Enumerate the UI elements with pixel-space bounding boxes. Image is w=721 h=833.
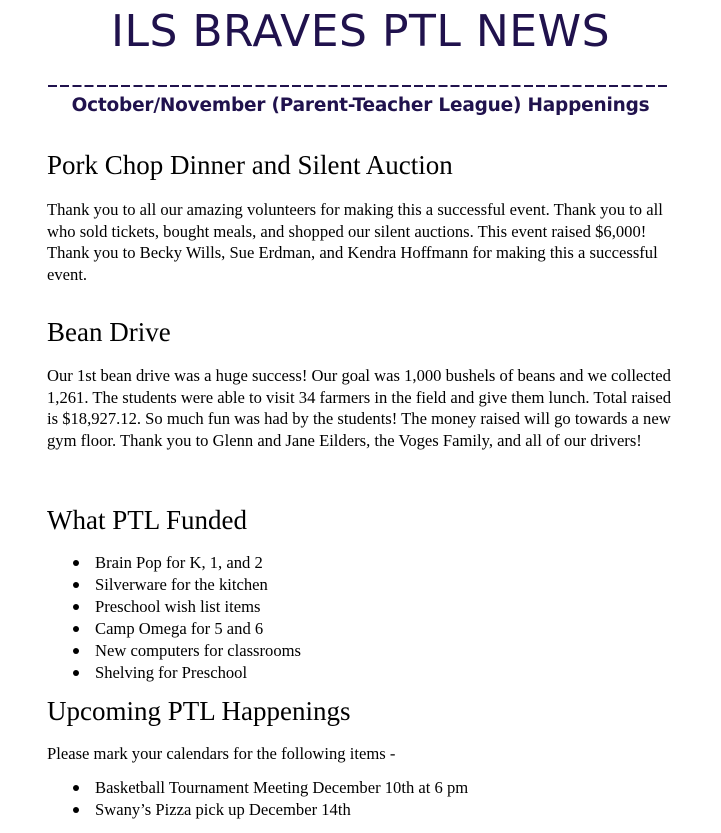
upcoming-items-list — [47, 777, 468, 821]
bullet-icon — [73, 648, 79, 654]
section-body-upcoming: Please mark your calendars for the following items - — [47, 744, 396, 763]
section-heading-pork-chop-dinner: Pork Chop Dinner and Silent Auction — [47, 150, 453, 180]
section-body-pork-chop-dinner: Thank you to all our amazing volunteers for making this a successful event. Thank you to all who sold tickets, bought meals, and shopped our silent auctions. This event raised $6,000! Thank you to Becky Wills, Sue Erdman, and Kendra Hoffmann for making this a successful event. — [47, 200, 663, 285]
bullet-icon — [73, 807, 79, 813]
section-heading-upcoming-ptl-happenings: Upcoming PTL Happenings — [47, 696, 351, 726]
bullet-icon — [73, 670, 79, 676]
list-item: Brain Pop for K, 1, and 2 — [47, 552, 301, 574]
section-heading-what-ptl-funded: What PTL Funded — [47, 505, 247, 535]
bullet-icon — [73, 604, 79, 610]
bullet-icon — [73, 582, 79, 588]
list-item: New computers for classrooms — [47, 640, 301, 662]
list-item: Silverware for the kitchen — [47, 574, 301, 596]
newsletter-subtitle: October/November (Parent-Teacher League) Happenings — [71, 95, 650, 116]
bullet-icon — [73, 560, 79, 566]
newsletter-title: ILS BRAVES PTL NEWS — [110, 6, 611, 57]
list-item: Camp Omega for 5 and 6 — [47, 618, 301, 640]
list-item: Basketball Tournament Meeting December 10th at 6 pm — [47, 777, 468, 799]
section-body-bean-drive: Our 1st bean drive was a huge success! Our goal was 1,000 bushels of beans and we collected 1,261. The students were able to visit 34 farmers in the field and give them lunch. Total raised is $18,927.12. So much fun was had by the students! The money raised will go towards a new gym floor. Thank you to Glenn and Jane Eilders, the Voges Family, and all of our drivers! — [47, 366, 672, 451]
list-item: Shelving for Preschool — [47, 662, 301, 684]
list-item: Swany’s Pizza pick up December 14th — [47, 799, 468, 821]
bullet-icon — [73, 785, 79, 791]
list-item: Preschool wish list items — [47, 596, 301, 618]
bullet-icon — [73, 626, 79, 632]
section-heading-bean-drive: Bean Drive — [47, 317, 171, 347]
dashed-divider — [48, 85, 669, 87]
funded-items-list — [47, 552, 301, 684]
